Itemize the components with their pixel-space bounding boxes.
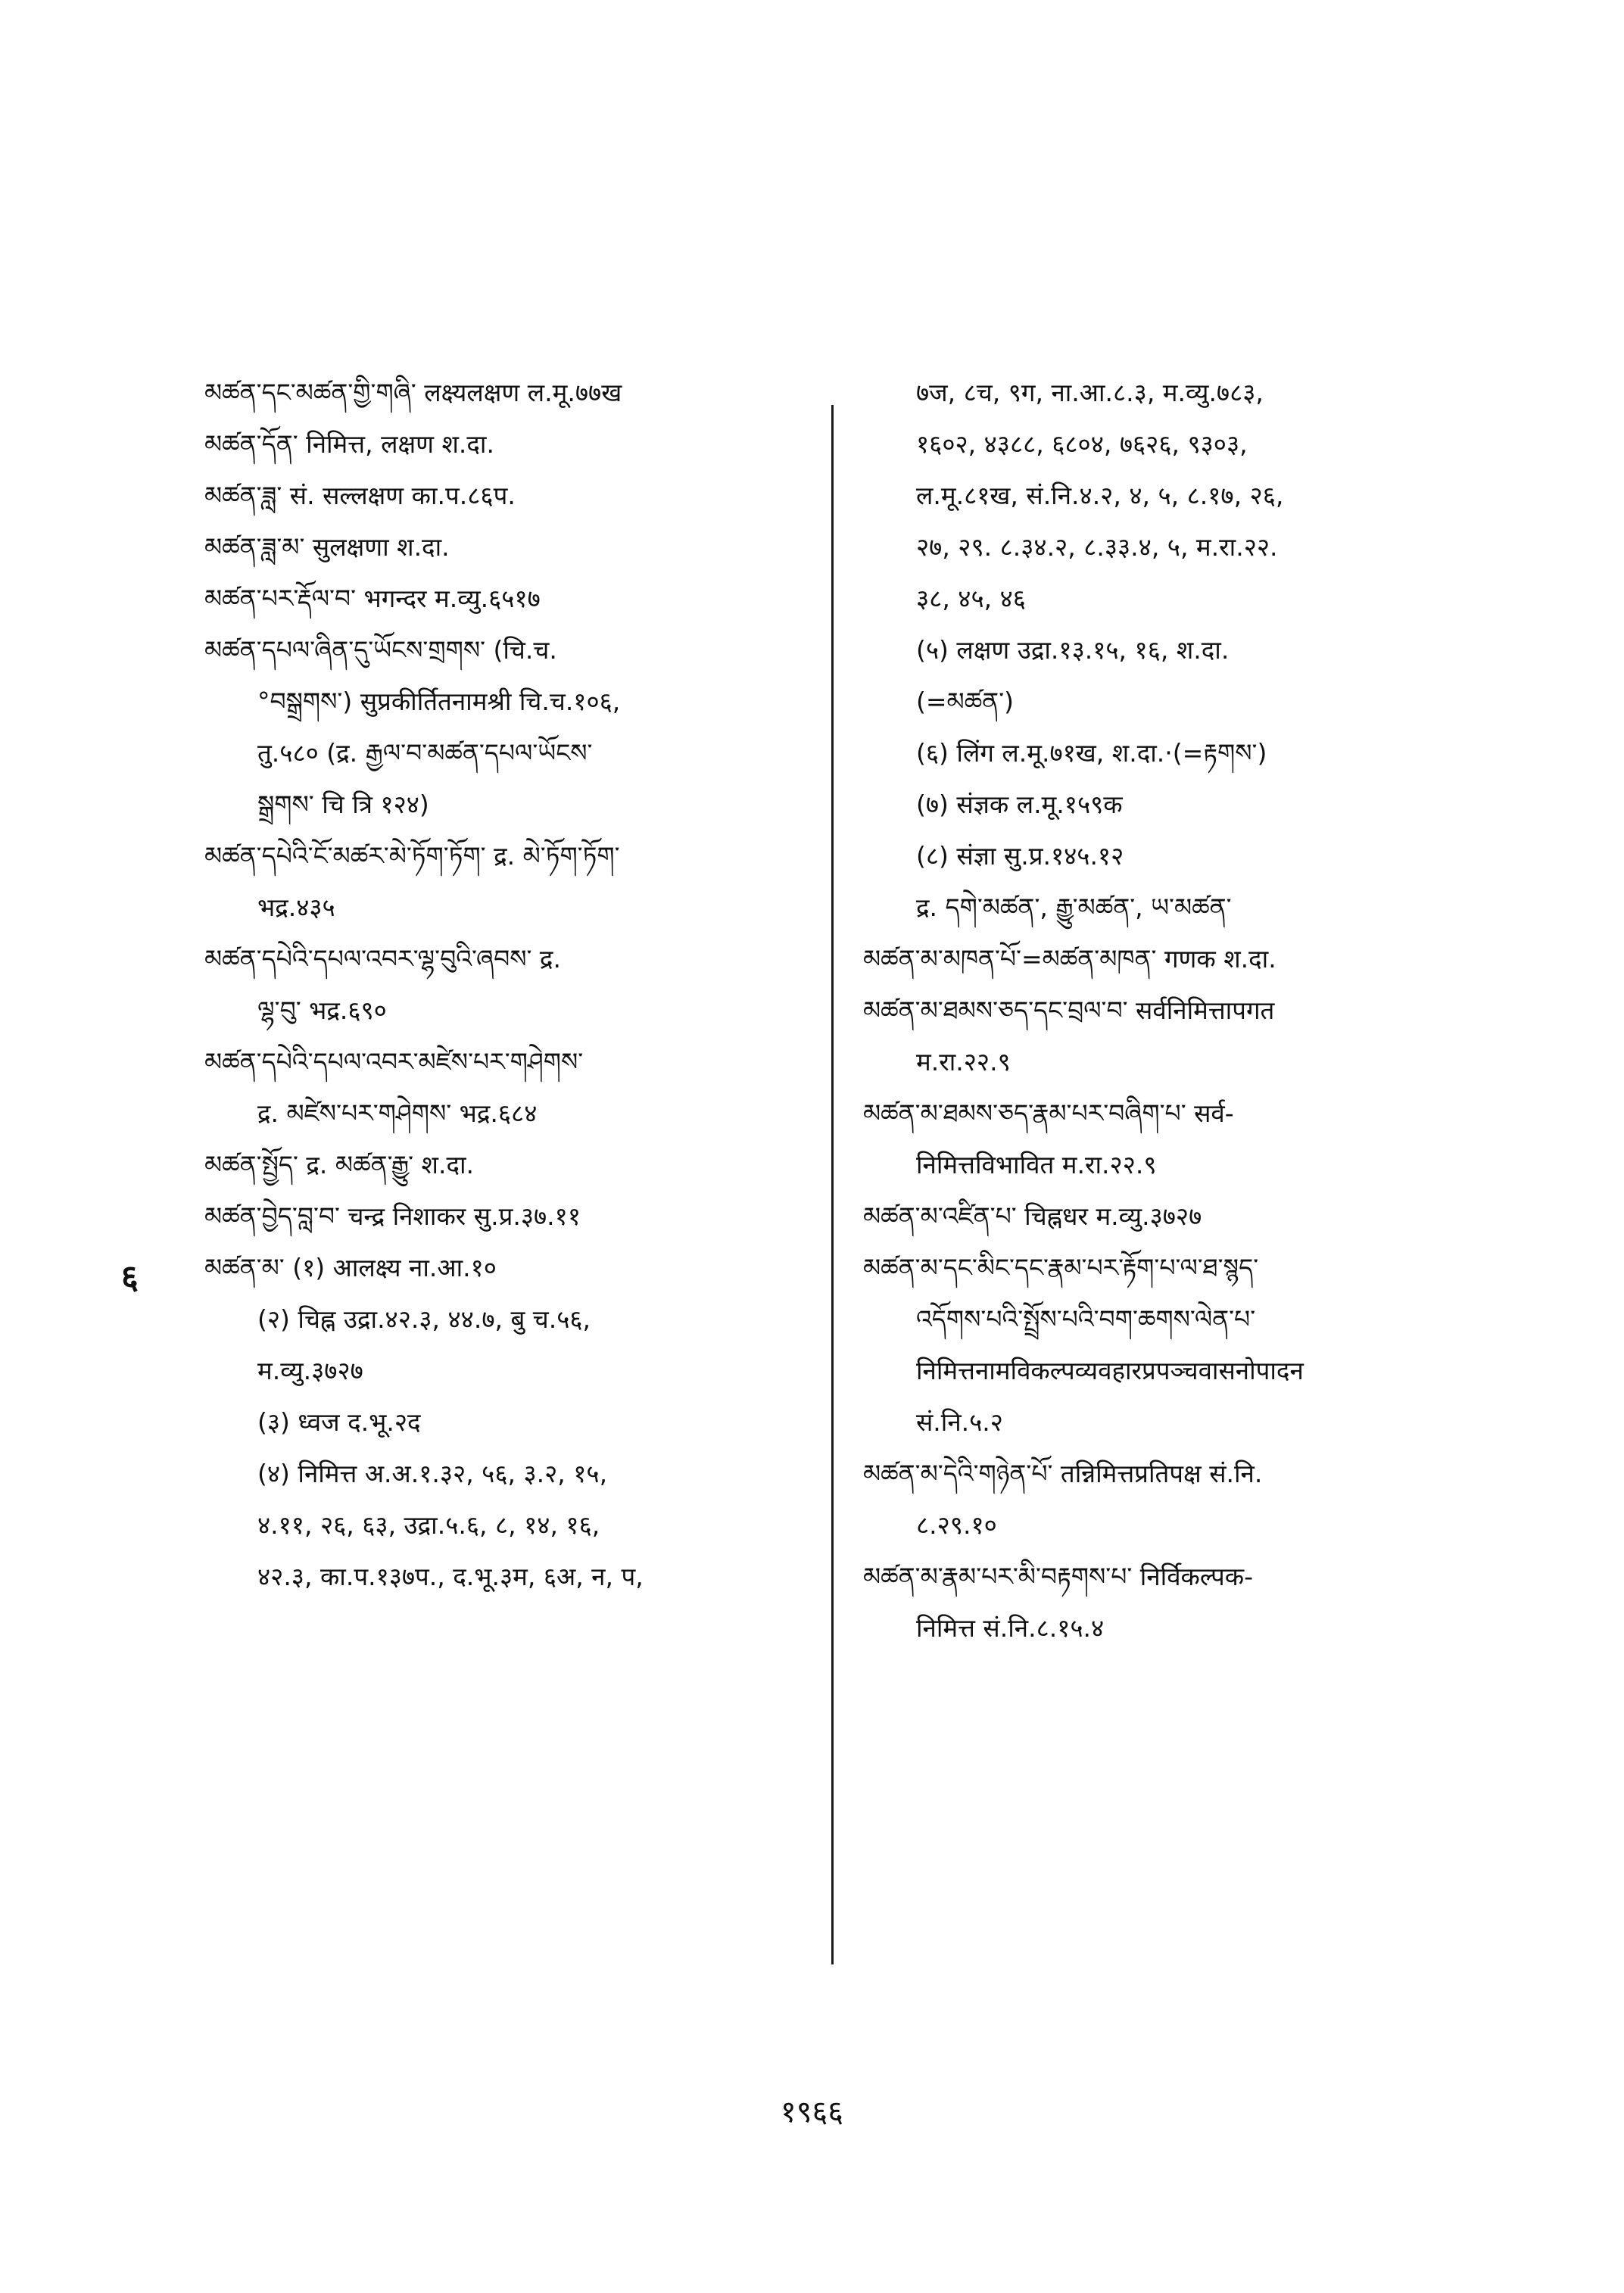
dictionary-line: ལྷ་བུ་ भद्र.६९० [257,995,387,1025]
dictionary-line: द्र. དགེ་མཚན་, རྒྱུ་མཚན་, ཡ་མཚན་ [916,893,1232,922]
dictionary-line: (७) संज्ञक ल.मू.१५९क [916,790,1123,819]
dictionary-line: མཚན་མ་དེའི་གཉེན་པོ་ तन्निमित्तप्रतिपक्ष सं.नि. [863,1459,1263,1488]
dictionary-line: མཚན་དོན་ निमित्त, लक्षण श.दा. [204,429,494,459]
dictionary-line: निमित्तनामविकल्पव्यवहारप्रपञ्चवासनोपादन [916,1356,1304,1385]
dictionary-line: ७ज, ८च, ९ग, ना.आ.८.३, म.व्यु.७८३, [916,378,1264,407]
dictionary-line: མཚན་དཔེའི་ངོ་མཚར་མེ་ཏོག་ཏོག་ द्र. མེ་ཏོག་ཏོག་ [204,841,620,871]
dictionary-line: भद्र.४३५ [257,893,335,922]
margin-mark: ६ [121,1258,139,1297]
dictionary-line: ४२.३, का.प.१३७प., द.भू.३म, ६अ, न, प, [257,1562,644,1591]
dictionary-line: निमित्तविभावित म.रा.२२.९ [916,1150,1157,1179]
dictionary-line: १६०२, ४३८८, ६८०४, ७६२६, ९३०३, [916,429,1248,459]
dictionary-line: द्र. མཛེས་པར་གཤེགས་ भद्र.६८४ [257,1098,538,1128]
dictionary-line: མཚན་དཔེའི་དཔལ་འབར་མཛེས་པར་གཤེགས་ [204,1047,584,1076]
dictionary-line: མཚན་མ་ (१) आलक्ष्य ना.आ.१० [204,1253,497,1282]
dictionary-line: (६) लिंग ल.मू.७१ख, श.दा.·(=རྟགས་) [916,738,1267,768]
dictionary-line: མཚན་མ་མཁན་པོ་=མཚན་མཁན་ गणक श.दा. [863,944,1276,974]
dictionary-line: म.रा.२२.९ [916,1047,1011,1076]
dictionary-line: མཚན་བྱེད་བླ་བ་ चन्द्र निशाकर सु.प्र.३७.११ [204,1201,581,1231]
page-number: १९६६ [780,2095,844,2129]
dictionary-line: མཚན་མ་ཐམས་ཅད་དང་བྲལ་བ་ सर्वनिमित्तापगत [863,995,1275,1025]
dictionary-line: म.व्यु.३७२७ [257,1356,363,1385]
dictionary-line: (५) लक्षण उद्रा.१३.१५, १६, श.दा. [916,635,1230,665]
dictionary-line: སྒྲགས་ चि त्रि १२४) [257,790,429,819]
dictionary-line: ४.११, २६, ६३, उद्रा.५.६, ८, १४, १६, [257,1510,600,1540]
dictionary-line: མཚན་དཔེའི་དཔལ་འབར་ལྷ་བུའི་ཞབས་ द्र. [204,944,561,974]
dictionary-line: འདོགས་པའི་སྤྲོས་པའི་བག་ཆགས་ལེན་པ་ [916,1304,1256,1334]
dictionary-line: सं.नि.५.२ [916,1407,1003,1437]
dictionary-line: °བསྒྲགས་) सुप्रकीर्तितनामश्री चि.च.१०६, [257,687,621,716]
column-divider [831,405,834,1964]
dictionary-line: (२) चिह्न उद्रा.४२.३, ४४.७, बु च.५६, [257,1304,591,1334]
dictionary-line: མཚན་སྤྱོད་ द्र. མཚན་རྒྱུ་ श.दा. [204,1150,475,1179]
dictionary-line: तु.५८० (द्र. རྒྱལ་བ་མཚན་དཔལ་ཡོངས་ [257,738,593,768]
dictionary-line: निमित्त सं.नि.८.१५.४ [916,1613,1105,1643]
dictionary-line: མཚན་མ་འཛིན་པ་ चिह्नधर म.व्यु.३७२७ [863,1201,1202,1231]
dictionary-line: (३) ध्वज द.भू.२द [257,1407,421,1437]
dictionary-line: མཚན་དང་མཚན་གྱི་གཞི་ लक्ष्यलक्षण ल.मू.७७ख [204,378,622,407]
dictionary-line: མཚན་མ་དང་མིང་དང་རྣམ་པར་རྟོག་པ་ལ་ཐ་སྙད་ [863,1253,1259,1282]
dictionary-line: མཚན་དཔལ་ཞིན་དུ་ཡོངས་གྲགས་ (चि.च. [204,635,557,665]
dictionary-line: (८) संज्ञा सु.प्र.१४५.१२ [916,841,1124,871]
dictionary-line: ८.२९.१० [916,1510,997,1540]
left-column [204,379,810,1614]
dictionary-line: (४) निमित्त अ.अ.१.३२, ५६, ३.२, १५, [257,1459,608,1488]
dictionary-line: མཚན་མ་ཐམས་ཅད་རྣམ་པར་བཞིག་པ་ सर्व- [863,1098,1234,1128]
dictionary-line: མཚན་ཟླ་ सं. सल्लक्षण का.प.८६प. [204,481,516,510]
dictionary-line: ल.मू.८१ख, सं.नि.४.२, ४, ५, ८.१७, २६, [916,481,1284,510]
dictionary-line: (=མཚན་) [916,687,1015,716]
dictionary-line: २७, २९. ८.३४.२, ८.३३.४, ५, म.रा.२२. [916,532,1278,562]
dictionary-line: མཚན་ཟླ་མ་ सुलक्षणा श.दा. [204,532,450,562]
dictionary-line: ३८, ४५, ४६ [916,584,1026,613]
right-column [863,379,1469,1665]
dictionary-line: མཚན་པར་རྡོལ་བ་ भगन्दर म.व्यु.६५१७ [204,584,541,613]
dictionary-line: མཚན་མ་རྣམ་པར་མི་བརྟགས་པ་ निर्विकल्पक- [863,1562,1254,1591]
